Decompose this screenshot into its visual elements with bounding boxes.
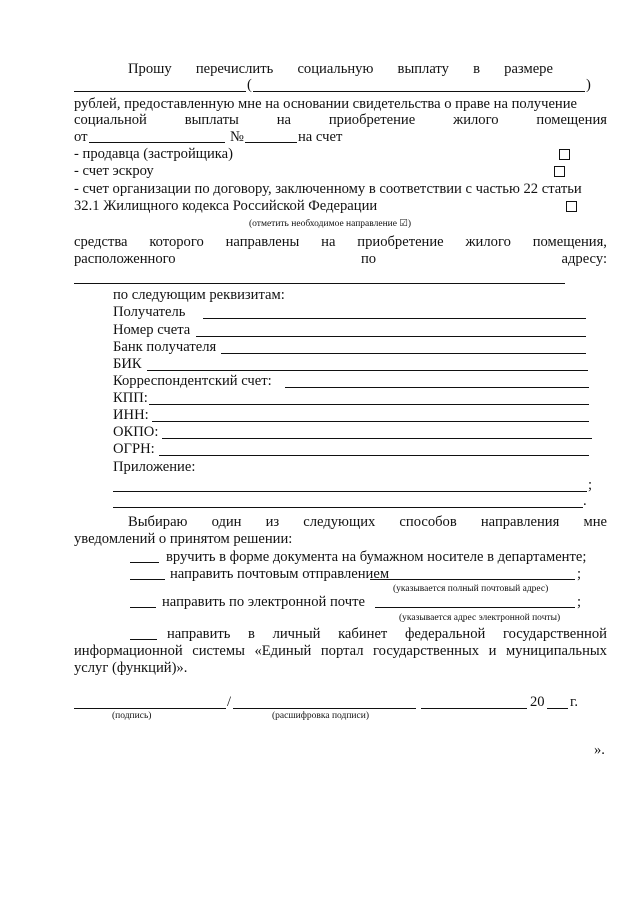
word: информационной [74,643,183,659]
handover-option: вручить в форме документа на бумажном носителе в департаменте; [166,549,587,565]
mail-note: (указывается полный почтовый адрес) [393,584,549,594]
intro-line-3 [74,112,607,129]
certificate-date-field[interactable] [89,142,225,143]
close-paren: ) [586,77,591,93]
email-option: направить по электронной почте [162,594,365,610]
bank-field[interactable] [221,353,586,354]
number-label: № [230,129,244,145]
word: направления [480,514,560,530]
bik-field[interactable] [147,370,588,371]
account-number-label: Номер счета [113,322,191,338]
corr-account-label: Корреспондентский счет: [113,373,272,389]
intro-line-1 [128,61,553,78]
word: социальную [297,61,374,77]
word: «Единый [254,643,312,659]
word: государственных [373,643,480,659]
decoding-caption: (расшифровка подписи) [272,711,369,721]
mail-mark-field[interactable] [130,579,165,580]
organization-checkbox[interactable] [566,201,577,212]
word: на [321,234,336,250]
kpp-label: КПП: [113,390,148,406]
word: по [361,251,377,267]
word: приобретение [328,112,416,128]
word: один [211,514,242,530]
year-suffix: г. [570,694,578,710]
word: средства [74,234,128,250]
word: Выбираю [128,514,188,530]
recipient-label: Получатель [113,304,186,320]
word: в [473,61,480,77]
word: из [265,514,280,530]
option-organization: - счет организации по договору, заключенному в соответствии с частью 22 статьи [74,181,582,197]
word: федеральной [404,626,486,642]
kpp-field[interactable] [149,404,589,405]
attachment-label: Приложение: [113,459,196,475]
portal-mark-field[interactable] [130,639,157,640]
word: расположенного [74,251,176,267]
open-paren: ( [247,77,252,93]
word: направить [167,626,231,642]
attachment-period: . [583,493,587,509]
word: способов [399,514,457,530]
word: системы [192,643,245,659]
attachment-field-2[interactable] [113,507,583,508]
inn-label: ИНН: [113,407,149,423]
word: направлены [225,234,300,250]
signature-slash: / [227,694,232,710]
email-address-field[interactable] [375,607,575,608]
bik-label: БИК [113,356,142,372]
word: которого [149,234,204,250]
signature-field[interactable] [74,708,226,709]
address-field[interactable] [74,283,565,284]
word: жилого [465,234,511,250]
email-semicolon: ; [577,594,582,610]
ogrn-label: ОГРН: [113,441,155,457]
word: на [276,112,291,128]
option-escrow: - счет эскроу [74,163,154,179]
account-number-field[interactable] [196,336,586,337]
amount-digits-field[interactable] [74,91,246,92]
word: социальной [74,112,147,128]
certificate-number-field[interactable] [245,142,297,143]
mark-note: (отметить необходимое направление ☑) [249,219,412,229]
year-prefix: 20 [530,694,545,710]
word: в [248,626,255,642]
portal-line-3: услуг (функций)». [74,660,188,676]
to-account-label: на счет [298,129,343,145]
word: выплату [397,61,449,77]
attachment-semicolon: ; [588,477,593,493]
ogrn-field[interactable] [159,455,589,456]
corr-account-field[interactable] [285,387,589,388]
word: помещения, [532,234,607,250]
word: адресу: [561,251,607,267]
notification-line-1 [128,514,607,531]
option-organization-cont: 32.1 Жилищного кодекса Российской Федерации [74,198,378,214]
portal-line-1 [167,626,607,643]
word: и [488,643,497,659]
word: личный [272,626,321,642]
word: государственной [502,626,607,642]
okpo-field[interactable] [162,438,592,439]
funds-line-2 [74,251,607,268]
notification-line-2: уведомлений о принятом решении: [74,531,293,547]
word: муниципальных [505,643,607,659]
word: кабинет [338,626,388,642]
word: мне [583,514,607,530]
funds-line-1 [74,234,607,251]
word: помещения [536,112,607,128]
mail-option: направить почтовым отправлением [170,566,390,582]
closing-quote: ». [594,742,605,758]
requisites-heading: по следующим реквизитам: [113,287,285,303]
portal-line-2 [74,643,607,660]
word: выплаты [184,112,239,128]
handover-mark-field[interactable] [130,562,159,563]
from-label: от [74,129,88,145]
signature-decoding-field[interactable] [233,708,416,709]
amount-words-field[interactable] [253,91,585,92]
mail-semicolon: ; [577,566,582,582]
word: перечислить [195,61,274,77]
date-field[interactable] [421,708,527,709]
word: жилого [453,112,499,128]
word: портал [320,643,364,659]
escrow-checkbox[interactable] [554,166,565,177]
word: размере [504,61,553,77]
year-field[interactable] [547,708,568,709]
signature-caption: (подпись) [112,711,152,721]
word: приобретение [357,234,444,250]
attachment-field-1[interactable] [113,491,587,492]
bank-label: Банк получателя [113,339,217,355]
word: Прошу [128,61,172,77]
postal-address-field[interactable] [370,579,575,580]
intro-line-2: рублей, предоставленную мне на основании свидетельства о праве на получение [74,96,578,112]
okpo-label: ОКПО: [113,424,159,440]
email-note: (указывается адрес электронной почты) [399,613,561,623]
word: следующих [303,514,376,530]
recipient-field[interactable] [203,318,586,319]
option-seller: - продавца (застройщика) [74,146,234,162]
email-mark-field[interactable] [130,607,156,608]
seller-checkbox[interactable] [559,149,570,160]
inn-field[interactable] [152,421,589,422]
